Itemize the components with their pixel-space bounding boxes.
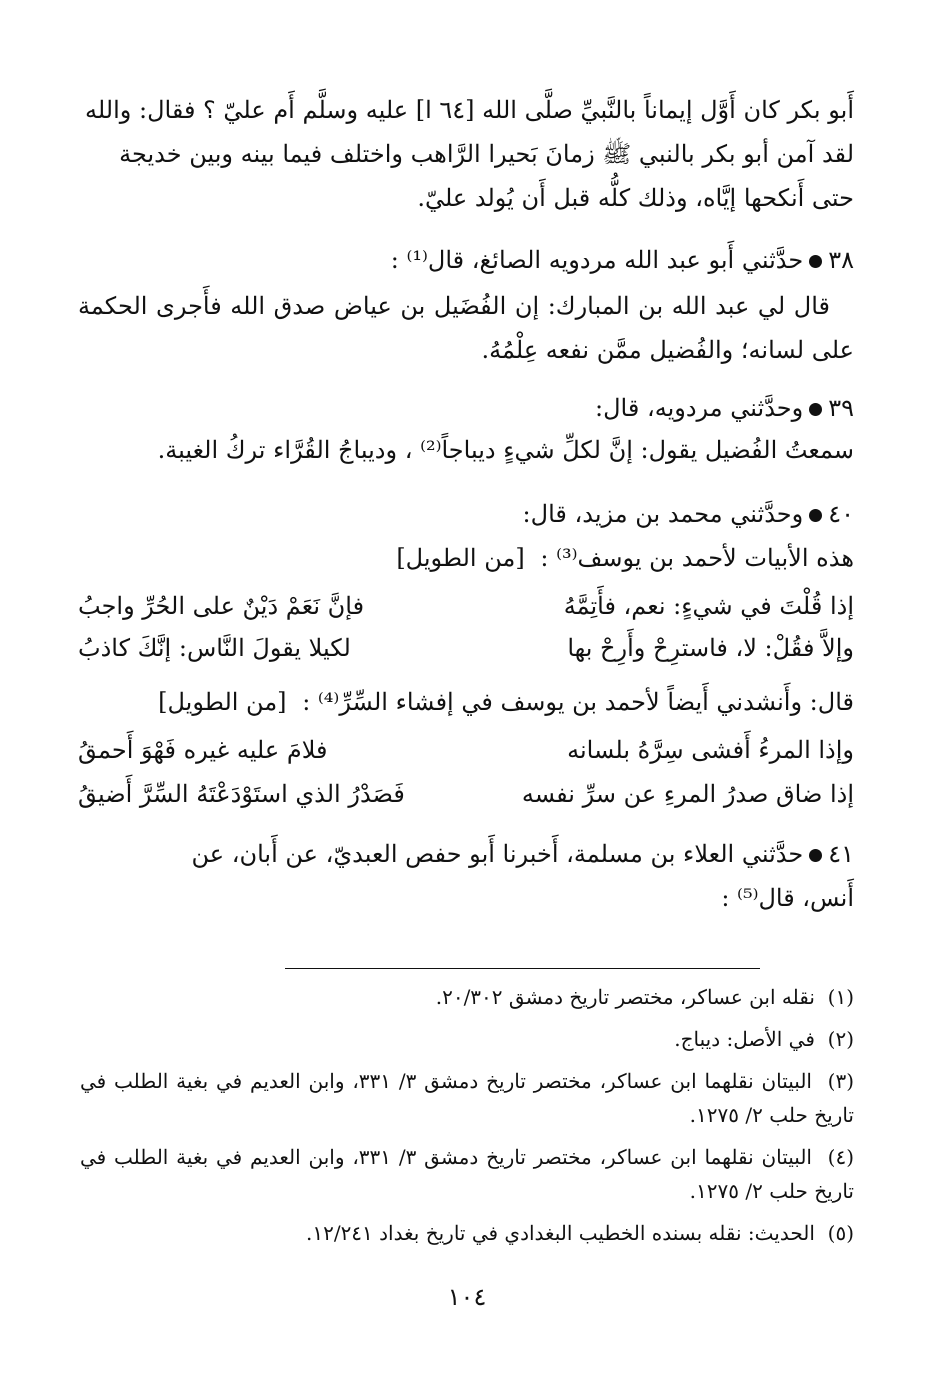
hadith-39-heading bbox=[78, 386, 854, 430]
footnote-text: البيتان نقلهما ابن عساكر، مختصر تاريخ دمشق ٣/ ٣٣١، وابن العديم في بغية الطلب في تاريخ حلب ٢/ ١٢٧٥. bbox=[80, 1145, 854, 1203]
verse-second-hemistich: فلامَ عليه غيره فَهْوَ أَحمقُ bbox=[78, 736, 328, 764]
hadith-39-body: سمعتُ الفُضيل يقول: إنَّ لكلِّ شيءٍ ديباجاً⁽²⁾ ، وديباجُ القُرَّاء تركُ الغيبة. bbox=[157, 436, 854, 464]
poem-2-verse-2 bbox=[78, 772, 854, 816]
intro-line-3: حتى أَنكحها إيَّاه، وذلك كلُّه قبل أَن يُولد عليّ. bbox=[417, 184, 854, 212]
hadith-39-number: ٣٩ bbox=[828, 394, 854, 422]
footnote-3 bbox=[80, 1064, 854, 1132]
verse-first-hemistich: وإلاَّ فقُلْ: لا، فاسترِحْ وأَرِحْ بها bbox=[567, 634, 854, 662]
footnote-text: نقله ابن عساكر، مختصر تاريخ دمشق ٢٠/٣٠٢. bbox=[435, 985, 815, 1009]
bullet-dot-icon bbox=[809, 403, 822, 416]
poem-1-verse-2 bbox=[78, 626, 854, 670]
hadith-38-body: قال لي عبد الله بن المبارك: إن الفُضَيل بن عياض صدق الله فأَجرى الحكمة على لسانه؛ والفُضيل ممَّن نفعه عِلْمُهُ. bbox=[78, 292, 854, 364]
poem-2-intro bbox=[78, 680, 854, 724]
hadith-40-heading bbox=[78, 492, 854, 536]
verse-second-hemistich: فإنَّ نَعَمْ دَيْنٌ على الحُرِّ واجبُ bbox=[78, 592, 365, 620]
footnote-1 bbox=[80, 980, 854, 1014]
footnote-2 bbox=[80, 1022, 854, 1056]
poem-2-intro-text: قال: وأَنشدني أَيضاً لأحمد بن يوسف في إفشاء السِّرِّ⁽⁴⁾ : bbox=[302, 688, 854, 716]
poem-1-intro-text: هذه الأبيات لأحمد بن يوسف⁽³⁾ : bbox=[540, 544, 854, 572]
page-number: ١٠٤ bbox=[447, 1283, 487, 1311]
footnote-5 bbox=[80, 1216, 854, 1250]
verse-first-hemistich: إذا ضاق صدرُ المرءِ عن سرِّ نفسه bbox=[521, 780, 854, 808]
verse-second-hemistich: فَصَدْرُ الذي استَوْدَعْتَهُ السِّرَّ أَضيقُ bbox=[78, 780, 405, 808]
hadith-41-continuation: أَنس، قال⁽⁵⁾ : bbox=[721, 884, 854, 912]
footnote-number: (٣) bbox=[827, 1069, 854, 1093]
poem-2-meter: [من الطويل] bbox=[158, 688, 287, 716]
intro-line-1: أَبو بكر كان أَوَّل إيماناً بالنَّبيِّ صلَّى الله [٦٤ ا] عليه وسلَّم أَم عليّ ؟ فقال: والله bbox=[84, 96, 854, 124]
footnote-number: (١) bbox=[827, 985, 854, 1009]
hadith-40-text: وحدَّثني محمد بن مزيد، قال: bbox=[522, 500, 804, 528]
poem-2-verse-1 bbox=[78, 728, 854, 772]
verse-second-hemistich: لكيلا يقولَ النَّاس: إنَّكَ كاذبُ bbox=[78, 634, 351, 662]
hadith-39-text: وحدَّثني مردويه، قال: bbox=[595, 394, 804, 422]
bullet-dot-icon bbox=[809, 849, 822, 862]
footnote-divider bbox=[285, 968, 760, 969]
hadith-38-number: ٣٨ bbox=[828, 246, 854, 274]
hadith-40-number: ٤٠ bbox=[828, 500, 854, 528]
footnote-text: في الأصل: ديباج. bbox=[674, 1027, 815, 1051]
verse-first-hemistich: وإذا المرءُ أَفشى سِرَّهُ بلسانه bbox=[567, 736, 854, 764]
footnote-number: (٢) bbox=[827, 1027, 854, 1051]
verse-first-hemistich: إذا قُلْتَ في شيءٍ: نعم، فأَتِمَّهُ bbox=[563, 592, 854, 620]
footnote-text: البيتان نقلهما ابن عساكر، مختصر تاريخ دمشق ٣/ ٣٣١، وابن العديم في بغية الطلب في تاريخ حلب ٢/ ١٢٧٥. bbox=[80, 1069, 854, 1127]
hadith-41-text: حدَّثني العلاء بن مسلمة، أَخبرنا أَبو حفص العبديّ، عن أَبان، عن bbox=[191, 840, 804, 868]
footnote-number: (٤) bbox=[827, 1145, 854, 1169]
poem-1-meter: [من الطويل] bbox=[396, 544, 525, 572]
hadith-41-heading bbox=[78, 832, 854, 876]
hadith-41-number: ٤١ bbox=[828, 840, 854, 868]
bullet-dot-icon bbox=[809, 509, 822, 522]
bullet-dot-icon bbox=[809, 255, 822, 268]
hadith-38-heading bbox=[78, 238, 854, 282]
poem-1-intro bbox=[78, 536, 854, 580]
footnote-number: (٥) bbox=[827, 1221, 854, 1245]
footnote-text: الحديث: نقله بسنده الخطيب البغدادي في تاريخ بغداد ١٢/٢٤١. bbox=[305, 1221, 815, 1245]
poem-1-verse-1 bbox=[78, 584, 854, 628]
hadith-38-text: حدَّثني أَبو عبد الله مردويه الصائغ، قال⁽¹⁾ : bbox=[390, 246, 804, 274]
footnote-4 bbox=[80, 1140, 854, 1208]
intro-line-2: لقد آمن أبو بكر بالنبي ﷺ زمانَ بَحيرا الرَّاهب واختلف فيما بينه وبين خديجة bbox=[119, 140, 854, 168]
